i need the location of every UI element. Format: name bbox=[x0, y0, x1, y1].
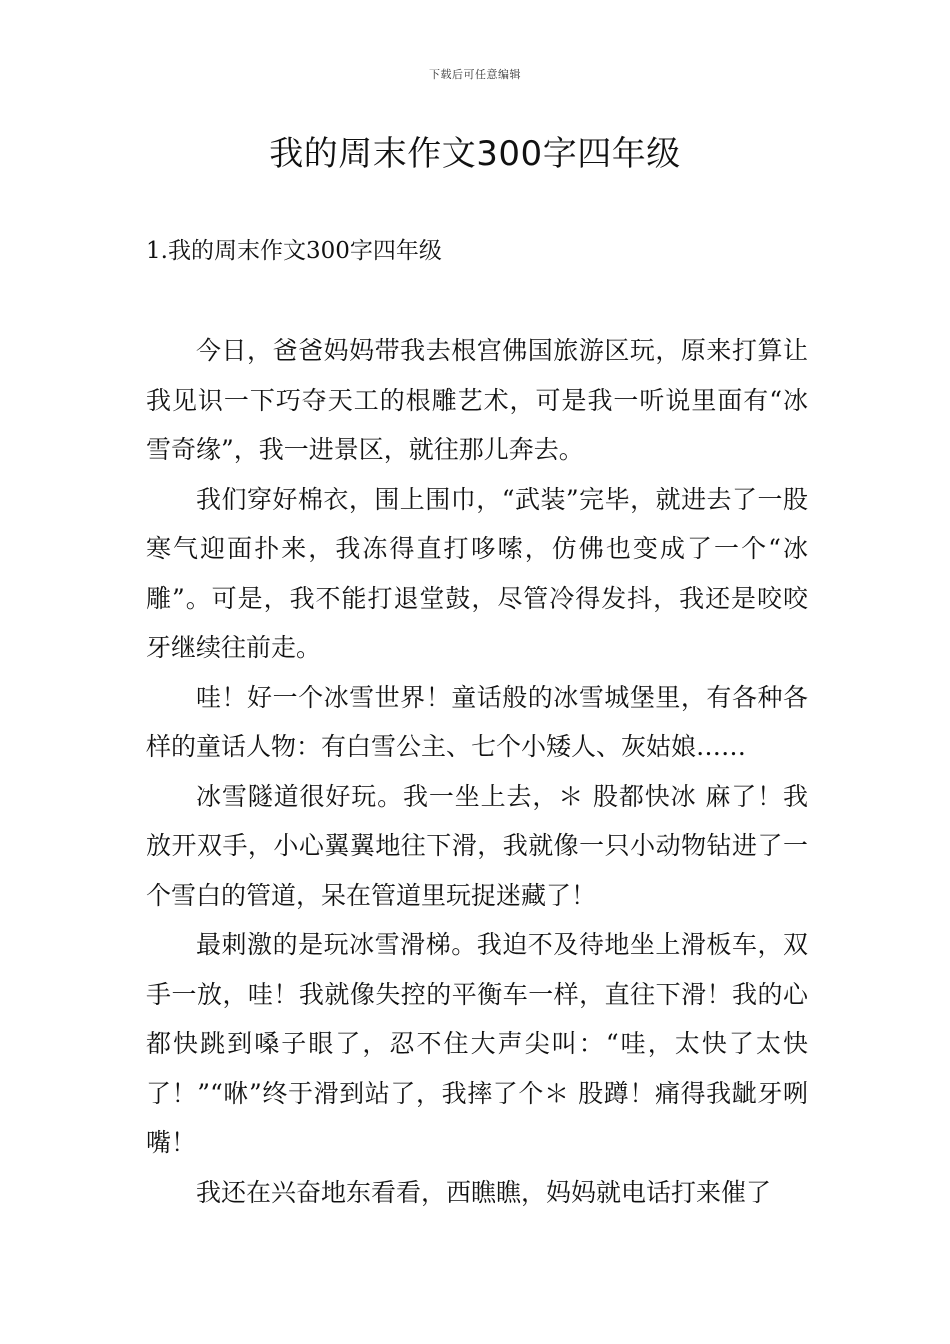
paragraph: 今日，爸爸妈妈带我去根宫佛国旅游区玩，原来打算让我见识一下巧夺天工的根雕艺术，可是我一听说里面有“冰雪奇缘”，我一进景区，就往那儿奔去。 bbox=[146, 336, 808, 464]
paragraph: 最刺激的是玩冰雪滑梯。我迫不及待地坐上滑板车，双手一放，哇！我就像失控的平衡车一样，直往下滑！我的心都快跳到嗓子眼了，忍不住大声尖叫：“哇，太快了太快了！”“咻”终于滑到站了，我摔了个＊ 股蹲！痛得我龇牙咧嘴！ bbox=[146, 930, 808, 1157]
paragraph: 冰雪隧道很好玩。我一坐上去，＊ 股都快冰 麻了！我放开双手，小心翼翼地往下滑，我就像一只小动物钻进了一个雪白的管道，呆在管道里玩捉迷藏了！ bbox=[146, 781, 808, 910]
paragraph: 我还在兴奋地东看看，西瞧瞧，妈妈就电话打来催了 bbox=[196, 1177, 772, 1207]
section-heading: 1.我的周末作文300字四年级 bbox=[146, 238, 442, 264]
header-note: 下载后可任意编辑 bbox=[429, 68, 521, 81]
paragraph: 我们穿好棉衣，围上围巾，“武装”完毕，就进去了一股寒气迎面扑来，我冻得直打哆嗦，仿佛也变成了一个“冰雕”。可是，我不能打退堂鼓，尽管冷得发抖，我还是咬咬牙继续往前走。 bbox=[146, 484, 808, 662]
article-body bbox=[146, 326, 808, 1217]
paragraph: 哇！好一个冰雪世界！童话般的冰雪城堡里，有各种各样的童话人物：有白雪公主、七个小矮人、灰姑娘…… bbox=[146, 682, 808, 761]
document-title: 我的周末作文300字四年级 bbox=[269, 134, 681, 174]
